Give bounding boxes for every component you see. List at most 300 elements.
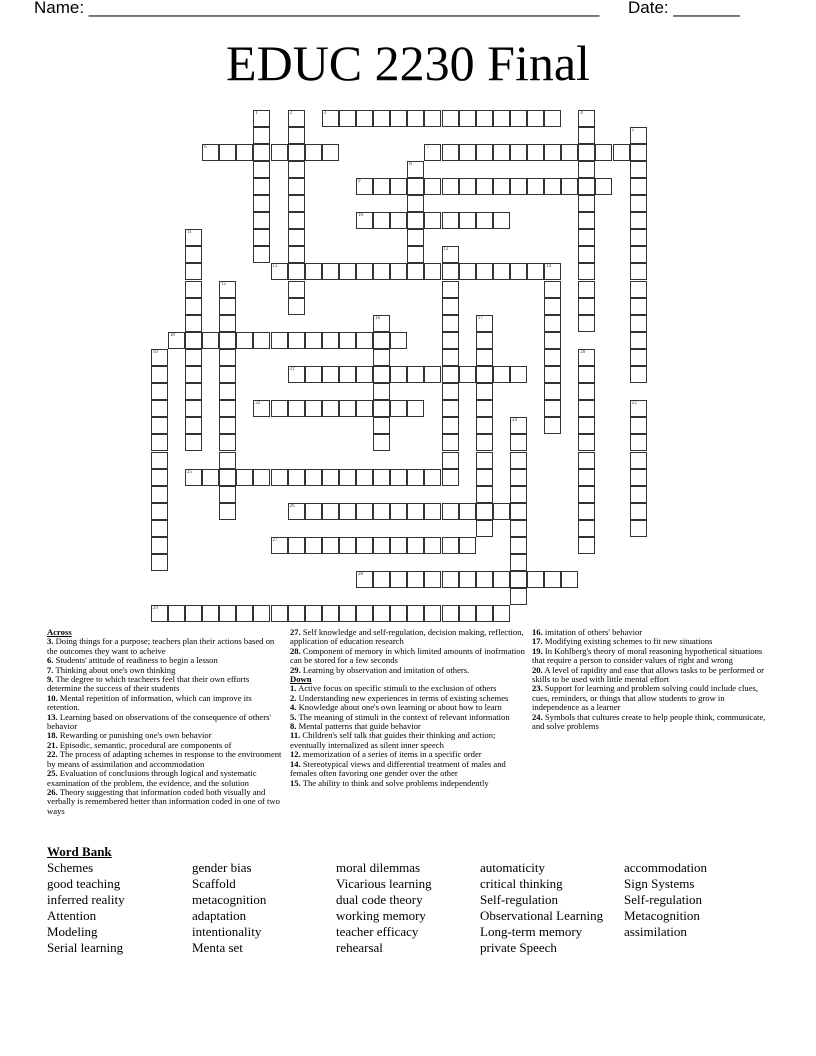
- grid-cell[interactable]: [373, 503, 390, 520]
- grid-cell[interactable]: [322, 400, 339, 417]
- grid-cell[interactable]: [202, 469, 219, 486]
- grid-cell[interactable]: [390, 110, 407, 127]
- grid-cell[interactable]: [578, 110, 595, 127]
- grid-cell[interactable]: [493, 178, 510, 195]
- grid-cell[interactable]: [510, 469, 527, 486]
- grid-cell[interactable]: [305, 366, 322, 383]
- grid-cell[interactable]: [630, 144, 647, 161]
- grid-cell[interactable]: [202, 144, 219, 161]
- grid-cell[interactable]: [185, 605, 202, 622]
- grid-cell[interactable]: [253, 400, 270, 417]
- grid-cell[interactable]: [510, 417, 527, 434]
- grid-cell[interactable]: [476, 144, 493, 161]
- grid-cell[interactable]: [305, 144, 322, 161]
- grid-cell[interactable]: [578, 195, 595, 212]
- grid-cell[interactable]: [322, 110, 339, 127]
- grid-cell[interactable]: [288, 161, 305, 178]
- grid-cell[interactable]: [442, 332, 459, 349]
- grid-cell[interactable]: [442, 315, 459, 332]
- grid-cell[interactable]: [442, 281, 459, 298]
- grid-cell[interactable]: [630, 212, 647, 229]
- grid-cell[interactable]: [356, 469, 373, 486]
- grid-cell[interactable]: [510, 452, 527, 469]
- grid-cell[interactable]: [288, 110, 305, 127]
- grid-cell[interactable]: [442, 452, 459, 469]
- grid-cell[interactable]: [185, 349, 202, 366]
- grid-cell[interactable]: [151, 554, 168, 571]
- grid-cell[interactable]: [253, 212, 270, 229]
- grid-cell[interactable]: [476, 503, 493, 520]
- grid-cell[interactable]: [578, 263, 595, 280]
- grid-cell[interactable]: [288, 400, 305, 417]
- grid-cell[interactable]: [390, 469, 407, 486]
- grid-cell[interactable]: [561, 144, 578, 161]
- grid-cell[interactable]: [185, 263, 202, 280]
- grid-cell[interactable]: [219, 469, 236, 486]
- grid-cell[interactable]: [613, 144, 630, 161]
- grid-cell[interactable]: [630, 178, 647, 195]
- grid-cell[interactable]: [442, 503, 459, 520]
- grid-cell[interactable]: [373, 366, 390, 383]
- grid-cell[interactable]: [185, 246, 202, 263]
- grid-cell[interactable]: [459, 144, 476, 161]
- grid-cell[interactable]: [288, 178, 305, 195]
- grid-cell[interactable]: [442, 434, 459, 451]
- grid-cell[interactable]: [185, 366, 202, 383]
- grid-cell[interactable]: [339, 400, 356, 417]
- grid-cell[interactable]: [253, 195, 270, 212]
- grid-cell[interactable]: [578, 212, 595, 229]
- grid-cell[interactable]: [510, 554, 527, 571]
- grid-cell[interactable]: [202, 605, 219, 622]
- grid-cell[interactable]: [185, 469, 202, 486]
- grid-cell[interactable]: [578, 434, 595, 451]
- grid-cell[interactable]: [630, 366, 647, 383]
- grid-cell[interactable]: [253, 144, 270, 161]
- grid-cell[interactable]: [219, 298, 236, 315]
- grid-cell[interactable]: [527, 178, 544, 195]
- grid-cell[interactable]: [373, 178, 390, 195]
- grid-cell[interactable]: [424, 212, 441, 229]
- grid-cell[interactable]: [271, 263, 288, 280]
- grid-cell[interactable]: [288, 195, 305, 212]
- grid-cell[interactable]: [185, 298, 202, 315]
- grid-cell[interactable]: [578, 281, 595, 298]
- grid-cell[interactable]: [356, 400, 373, 417]
- grid-cell[interactable]: [407, 366, 424, 383]
- grid-cell[interactable]: [442, 605, 459, 622]
- grid-cell[interactable]: [578, 246, 595, 263]
- grid-cell[interactable]: [493, 144, 510, 161]
- grid-cell[interactable]: [578, 349, 595, 366]
- grid-cell[interactable]: [630, 263, 647, 280]
- grid-cell[interactable]: [390, 263, 407, 280]
- grid-cell[interactable]: [424, 571, 441, 588]
- grid-cell[interactable]: [459, 503, 476, 520]
- grid-cell[interactable]: [544, 263, 561, 280]
- grid-cell[interactable]: [236, 605, 253, 622]
- grid-cell[interactable]: [390, 400, 407, 417]
- grid-cell[interactable]: [578, 452, 595, 469]
- grid-cell[interactable]: [407, 195, 424, 212]
- grid-cell[interactable]: [356, 178, 373, 195]
- grid-cell[interactable]: [442, 246, 459, 263]
- grid-cell[interactable]: [476, 452, 493, 469]
- grid-cell[interactable]: [253, 332, 270, 349]
- grid-cell[interactable]: [373, 263, 390, 280]
- grid-cell[interactable]: [322, 469, 339, 486]
- grid-cell[interactable]: [578, 315, 595, 332]
- grid-cell[interactable]: [219, 349, 236, 366]
- grid-cell[interactable]: [253, 110, 270, 127]
- grid-cell[interactable]: [476, 178, 493, 195]
- grid-cell[interactable]: [510, 571, 527, 588]
- grid-cell[interactable]: [185, 332, 202, 349]
- grid-cell[interactable]: [373, 605, 390, 622]
- grid-cell[interactable]: [373, 434, 390, 451]
- grid-cell[interactable]: [373, 537, 390, 554]
- grid-cell[interactable]: [185, 383, 202, 400]
- grid-cell[interactable]: [253, 246, 270, 263]
- grid-cell[interactable]: [476, 400, 493, 417]
- grid-cell[interactable]: [578, 298, 595, 315]
- grid-cell[interactable]: [151, 520, 168, 537]
- grid-cell[interactable]: [288, 127, 305, 144]
- grid-cell[interactable]: [271, 400, 288, 417]
- grid-cell[interactable]: [442, 537, 459, 554]
- grid-cell[interactable]: [544, 315, 561, 332]
- grid-cell[interactable]: [442, 263, 459, 280]
- grid-cell[interactable]: [407, 212, 424, 229]
- grid-cell[interactable]: [442, 571, 459, 588]
- grid-cell[interactable]: [253, 229, 270, 246]
- grid-cell[interactable]: [442, 212, 459, 229]
- grid-cell[interactable]: [544, 366, 561, 383]
- grid-cell[interactable]: [305, 332, 322, 349]
- grid-cell[interactable]: [493, 263, 510, 280]
- grid-cell[interactable]: [390, 605, 407, 622]
- grid-cell[interactable]: [219, 366, 236, 383]
- grid-cell[interactable]: [544, 281, 561, 298]
- grid-cell[interactable]: [630, 469, 647, 486]
- grid-cell[interactable]: [253, 605, 270, 622]
- grid-cell[interactable]: [493, 605, 510, 622]
- grid-cell[interactable]: [373, 469, 390, 486]
- grid-cell[interactable]: [442, 349, 459, 366]
- grid-cell[interactable]: [459, 178, 476, 195]
- grid-cell[interactable]: [476, 212, 493, 229]
- grid-cell[interactable]: [424, 537, 441, 554]
- grid-cell[interactable]: [390, 537, 407, 554]
- grid-cell[interactable]: [373, 332, 390, 349]
- grid-cell[interactable]: [151, 469, 168, 486]
- grid-cell[interactable]: [476, 571, 493, 588]
- date-field[interactable]: Date: _______: [628, 0, 740, 17]
- grid-cell[interactable]: [493, 366, 510, 383]
- grid-cell[interactable]: [253, 469, 270, 486]
- grid-cell[interactable]: [151, 452, 168, 469]
- grid-cell[interactable]: [151, 400, 168, 417]
- grid-cell[interactable]: [442, 366, 459, 383]
- grid-cell[interactable]: [219, 315, 236, 332]
- grid-cell[interactable]: [407, 605, 424, 622]
- grid-cell[interactable]: [476, 366, 493, 383]
- grid-cell[interactable]: [407, 161, 424, 178]
- grid-cell[interactable]: [630, 298, 647, 315]
- grid-cell[interactable]: [219, 434, 236, 451]
- grid-cell[interactable]: [510, 144, 527, 161]
- grid-cell[interactable]: [305, 469, 322, 486]
- grid-cell[interactable]: [271, 144, 288, 161]
- grid-cell[interactable]: [356, 571, 373, 588]
- grid-cell[interactable]: [578, 229, 595, 246]
- grid-cell[interactable]: [424, 178, 441, 195]
- grid-cell[interactable]: [322, 366, 339, 383]
- grid-cell[interactable]: [339, 537, 356, 554]
- grid-cell[interactable]: [151, 605, 168, 622]
- grid-cell[interactable]: [185, 417, 202, 434]
- grid-cell[interactable]: [168, 605, 185, 622]
- grid-cell[interactable]: [151, 434, 168, 451]
- grid-cell[interactable]: [578, 503, 595, 520]
- grid-cell[interactable]: [339, 366, 356, 383]
- grid-cell[interactable]: [288, 298, 305, 315]
- grid-cell[interactable]: [544, 400, 561, 417]
- grid-cell[interactable]: [493, 212, 510, 229]
- grid-cell[interactable]: [476, 417, 493, 434]
- grid-cell[interactable]: [373, 212, 390, 229]
- grid-cell[interactable]: [407, 229, 424, 246]
- grid-cell[interactable]: [253, 127, 270, 144]
- grid-cell[interactable]: [271, 605, 288, 622]
- grid-cell[interactable]: [288, 281, 305, 298]
- grid-cell[interactable]: [510, 110, 527, 127]
- grid-cell[interactable]: [544, 417, 561, 434]
- grid-cell[interactable]: [373, 315, 390, 332]
- grid-cell[interactable]: [459, 110, 476, 127]
- grid-cell[interactable]: [151, 349, 168, 366]
- grid-cell[interactable]: [373, 383, 390, 400]
- grid-cell[interactable]: [544, 383, 561, 400]
- grid-cell[interactable]: [493, 571, 510, 588]
- grid-cell[interactable]: [305, 537, 322, 554]
- grid-cell[interactable]: [595, 144, 612, 161]
- grid-cell[interactable]: [630, 281, 647, 298]
- grid-cell[interactable]: [322, 537, 339, 554]
- grid-cell[interactable]: [630, 434, 647, 451]
- grid-cell[interactable]: [442, 178, 459, 195]
- grid-cell[interactable]: [527, 110, 544, 127]
- grid-cell[interactable]: [407, 400, 424, 417]
- grid-cell[interactable]: [390, 571, 407, 588]
- grid-cell[interactable]: [510, 486, 527, 503]
- grid-cell[interactable]: [390, 366, 407, 383]
- grid-cell[interactable]: [288, 212, 305, 229]
- grid-cell[interactable]: [219, 486, 236, 503]
- grid-cell[interactable]: [510, 366, 527, 383]
- grid-cell[interactable]: [288, 332, 305, 349]
- grid-cell[interactable]: [356, 110, 373, 127]
- grid-cell[interactable]: [493, 503, 510, 520]
- grid-cell[interactable]: [288, 263, 305, 280]
- grid-cell[interactable]: [442, 469, 459, 486]
- grid-cell[interactable]: [185, 315, 202, 332]
- grid-cell[interactable]: [373, 400, 390, 417]
- grid-cell[interactable]: [390, 212, 407, 229]
- grid-cell[interactable]: [527, 263, 544, 280]
- grid-cell[interactable]: [578, 417, 595, 434]
- grid-cell[interactable]: [407, 503, 424, 520]
- grid-cell[interactable]: [459, 212, 476, 229]
- grid-cell[interactable]: [373, 110, 390, 127]
- grid-cell[interactable]: [476, 469, 493, 486]
- grid-cell[interactable]: [339, 605, 356, 622]
- grid-cell[interactable]: [185, 229, 202, 246]
- grid-cell[interactable]: [527, 571, 544, 588]
- grid-cell[interactable]: [630, 315, 647, 332]
- grid-cell[interactable]: [527, 144, 544, 161]
- grid-cell[interactable]: [356, 366, 373, 383]
- grid-cell[interactable]: [236, 469, 253, 486]
- grid-cell[interactable]: [424, 366, 441, 383]
- grid-cell[interactable]: [151, 537, 168, 554]
- grid-cell[interactable]: [561, 178, 578, 195]
- grid-cell[interactable]: [578, 537, 595, 554]
- grid-cell[interactable]: [630, 486, 647, 503]
- grid-cell[interactable]: [476, 110, 493, 127]
- grid-cell[interactable]: [630, 349, 647, 366]
- grid-cell[interactable]: [510, 503, 527, 520]
- grid-cell[interactable]: [630, 400, 647, 417]
- grid-cell[interactable]: [424, 605, 441, 622]
- grid-cell[interactable]: [339, 110, 356, 127]
- grid-cell[interactable]: [544, 298, 561, 315]
- grid-cell[interactable]: [253, 161, 270, 178]
- grid-cell[interactable]: [476, 349, 493, 366]
- grid-cell[interactable]: [510, 263, 527, 280]
- grid-cell[interactable]: [476, 434, 493, 451]
- grid-cell[interactable]: [219, 383, 236, 400]
- grid-cell[interactable]: [630, 246, 647, 263]
- grid-cell[interactable]: [288, 503, 305, 520]
- grid-cell[interactable]: [151, 486, 168, 503]
- grid-cell[interactable]: [288, 537, 305, 554]
- grid-cell[interactable]: [424, 263, 441, 280]
- grid-cell[interactable]: [151, 503, 168, 520]
- grid-cell[interactable]: [373, 349, 390, 366]
- grid-cell[interactable]: [510, 434, 527, 451]
- grid-cell[interactable]: [390, 332, 407, 349]
- grid-cell[interactable]: [476, 332, 493, 349]
- grid-cell[interactable]: [322, 605, 339, 622]
- grid-cell[interactable]: [459, 263, 476, 280]
- grid-cell[interactable]: [544, 144, 561, 161]
- grid-cell[interactable]: [305, 605, 322, 622]
- grid-cell[interactable]: [322, 503, 339, 520]
- grid-cell[interactable]: [271, 332, 288, 349]
- grid-cell[interactable]: [544, 332, 561, 349]
- grid-cell[interactable]: [339, 469, 356, 486]
- grid-cell[interactable]: [373, 417, 390, 434]
- grid-cell[interactable]: [151, 417, 168, 434]
- grid-cell[interactable]: [630, 195, 647, 212]
- grid-cell[interactable]: [578, 469, 595, 486]
- grid-cell[interactable]: [510, 520, 527, 537]
- grid-cell[interactable]: [288, 229, 305, 246]
- grid-cell[interactable]: [442, 417, 459, 434]
- grid-cell[interactable]: [271, 537, 288, 554]
- grid-cell[interactable]: [185, 434, 202, 451]
- grid-cell[interactable]: [356, 263, 373, 280]
- grid-cell[interactable]: [185, 281, 202, 298]
- grid-cell[interactable]: [578, 400, 595, 417]
- grid-cell[interactable]: [578, 383, 595, 400]
- grid-cell[interactable]: [476, 315, 493, 332]
- grid-cell[interactable]: [407, 571, 424, 588]
- grid-cell[interactable]: [578, 178, 595, 195]
- grid-cell[interactable]: [288, 246, 305, 263]
- grid-cell[interactable]: [339, 503, 356, 520]
- grid-cell[interactable]: [219, 400, 236, 417]
- grid-cell[interactable]: [151, 366, 168, 383]
- grid-cell[interactable]: [151, 383, 168, 400]
- grid-cell[interactable]: [322, 263, 339, 280]
- grid-cell[interactable]: [288, 366, 305, 383]
- grid-cell[interactable]: [578, 520, 595, 537]
- grid-cell[interactable]: [339, 263, 356, 280]
- grid-cell[interactable]: [356, 212, 373, 229]
- grid-cell[interactable]: [578, 127, 595, 144]
- grid-cell[interactable]: [424, 469, 441, 486]
- grid-cell[interactable]: [219, 503, 236, 520]
- grid-cell[interactable]: [561, 571, 578, 588]
- grid-cell[interactable]: [442, 298, 459, 315]
- grid-cell[interactable]: [544, 178, 561, 195]
- grid-cell[interactable]: [407, 537, 424, 554]
- grid-cell[interactable]: [390, 503, 407, 520]
- grid-cell[interactable]: [630, 452, 647, 469]
- grid-cell[interactable]: [476, 605, 493, 622]
- grid-cell[interactable]: [510, 588, 527, 605]
- grid-cell[interactable]: [288, 605, 305, 622]
- grid-cell[interactable]: [459, 366, 476, 383]
- grid-cell[interactable]: [544, 571, 561, 588]
- grid-cell[interactable]: [407, 469, 424, 486]
- grid-cell[interactable]: [356, 605, 373, 622]
- grid-cell[interactable]: [407, 110, 424, 127]
- grid-cell[interactable]: [168, 332, 185, 349]
- grid-cell[interactable]: [407, 178, 424, 195]
- grid-cell[interactable]: [442, 383, 459, 400]
- grid-cell[interactable]: [493, 110, 510, 127]
- grid-cell[interactable]: [510, 178, 527, 195]
- grid-cell[interactable]: [476, 486, 493, 503]
- grid-cell[interactable]: [219, 417, 236, 434]
- grid-cell[interactable]: [630, 161, 647, 178]
- grid-cell[interactable]: [219, 452, 236, 469]
- grid-cell[interactable]: [424, 110, 441, 127]
- grid-cell[interactable]: [202, 332, 219, 349]
- grid-cell[interactable]: [424, 503, 441, 520]
- grid-cell[interactable]: [219, 332, 236, 349]
- grid-cell[interactable]: [305, 263, 322, 280]
- grid-cell[interactable]: [476, 520, 493, 537]
- grid-cell[interactable]: [407, 263, 424, 280]
- grid-cell[interactable]: [339, 332, 356, 349]
- grid-cell[interactable]: [630, 503, 647, 520]
- grid-cell[interactable]: [476, 263, 493, 280]
- grid-cell[interactable]: [459, 571, 476, 588]
